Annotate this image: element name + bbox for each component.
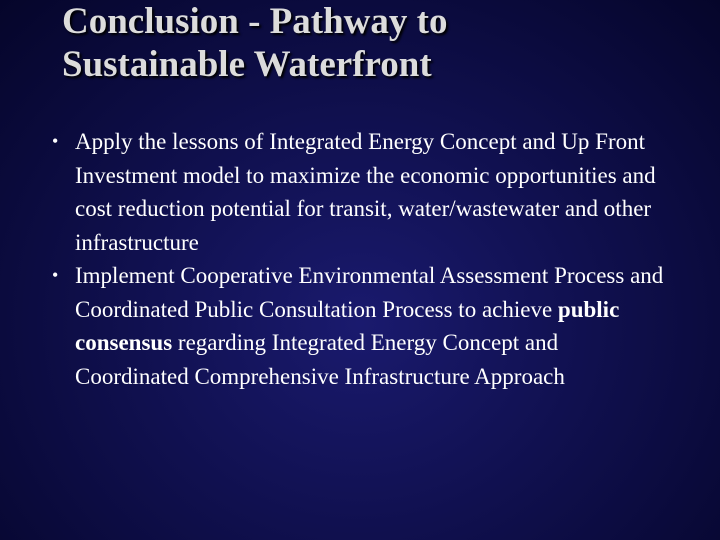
slide-title [62, 0, 702, 86]
bullet-list [52, 125, 672, 393]
bullet-text-1: Apply the lessons of Integrated Energy Concept and Up Front Investment model to maximize the economic opportunities and cost reduction potential for transit, water/wastewater and other infrastructure [75, 129, 656, 255]
bullet-text-2-part-2: regarding Integrated Energy Concept and Coordinated Comprehensive Infrastructure Approach [75, 330, 565, 389]
bullet-item-2 [52, 259, 672, 393]
slide-title-line-2: Sustainable Waterfront [62, 44, 432, 85]
bullet-item-1 [52, 125, 672, 259]
slide-title-line-1: Conclusion - Pathway to [62, 1, 448, 42]
bullet-icon: • [52, 265, 59, 285]
bullet-text-2-part-1: Implement Cooperative Environmental Assessment Process and Coordinated Public Consultation Process to achieve [75, 263, 664, 322]
bullet-text-2-emphasis: public consensus [75, 296, 620, 355]
bullet-icon: • [52, 131, 59, 151]
